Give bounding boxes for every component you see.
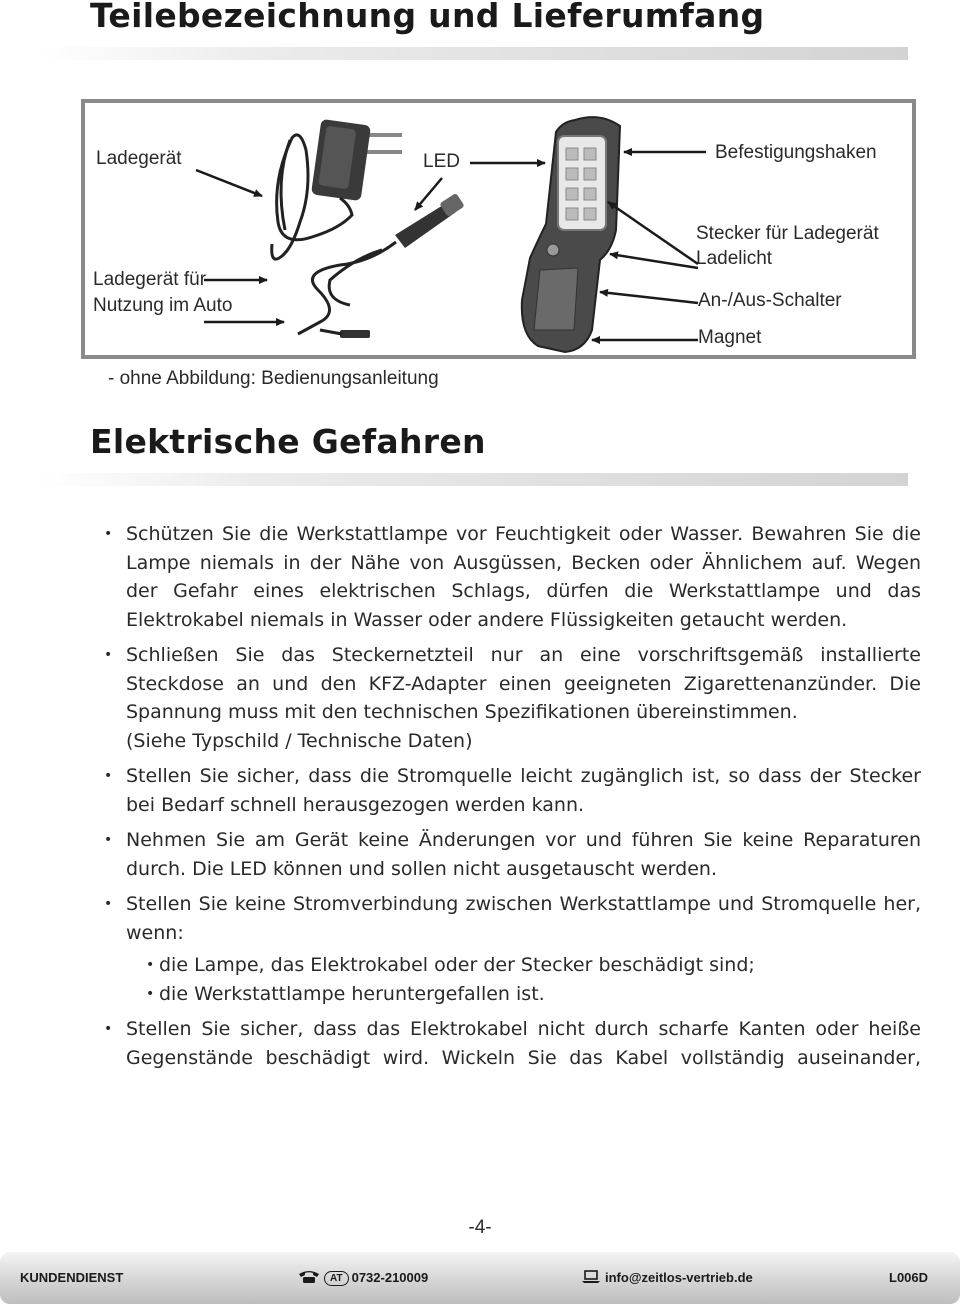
footer-service: KUNDENDIENST — [20, 1270, 124, 1285]
list-item: • Stellen Sie sicher, dass das Elektrokabel nicht durch scharfe Kanten oder heiße Gegenstände beschädigt wird. Wickeln Sie das Kabel vollständig auseinander, — [126, 1015, 921, 1072]
section-title-electrical: Elektrische Gefahren — [90, 422, 486, 461]
list-item-text: Schließen Sie das Steckernetzteil nur an eine vorschriftsgemäß installierte Steckdose an und den KFZ-Adapter einen geeigneten Zigarettenanzünder. Die Spannung muss mit den technischen Spezifikationen übereinstimmen. — [126, 644, 921, 723]
label-car-charger-2: Nutzung im Auto — [93, 295, 233, 316]
sub-list — [126, 951, 921, 1008]
label-magnet: Magnet — [698, 327, 762, 348]
label-hook: Befestigungshaken — [715, 142, 877, 163]
label-switch: An-/Aus-Schalter — [698, 290, 842, 311]
sub-list-item-text: die Werkstattlampe heruntergefallen ist. — [159, 982, 545, 1005]
footer-code: L006D — [889, 1270, 929, 1285]
list-item: • Nehmen Sie am Gerät keine Änderungen vor und führen Sie keine Reparaturen durch. Die LED können und sollen nicht ausgetauscht werden. — [126, 826, 921, 883]
phone-icon — [298, 1270, 320, 1284]
not-pictured-note: - ohne Abbildung: Bedienungsanleitung — [108, 368, 439, 389]
work-lamp-image — [522, 117, 620, 352]
label-plug-2: Ladelicht — [696, 248, 773, 269]
footer-email-address: info@zeitlos-vertrieb.de — [605, 1270, 753, 1285]
list-item: • Schützen Sie die Werkstattlampe vor Feuchtigkeit oder Wasser. Bewahren Sie die Lampe niemals in der Nähe von Ausgüssen, Becken oder Ähnlichem auf. Wegen der Gefahr eines elektrischen Schlags, dürfen die Werkstattlampe und das Elektrokabel niemals in Wasser oder andere Flüssigkeiten getaucht werden. — [126, 520, 921, 634]
label-charger: Ladegerät — [96, 148, 182, 169]
list-item-continuation: (Siehe Typschild / Technische Daten) — [126, 729, 473, 752]
sub-list-item: • die Werkstattlampe heruntergefallen ist. — [146, 982, 545, 1005]
footer-bar — [0, 1252, 960, 1304]
section-title-parts: Teilebezeichnung und Lieferumfang — [90, 0, 765, 35]
footer-email — [582, 1270, 753, 1285]
sub-list-item: • die Lampe, das Elektrokabel oder der Stecker beschädigt sind; — [146, 954, 755, 976]
label-led: LED — [423, 151, 460, 172]
page-number: -4- — [468, 1217, 492, 1238]
list-item-text: Stellen Sie keine Stromverbindung zwischen Werkstattlampe und Stromquelle her, wenn: — [126, 893, 921, 944]
label-plug-1: Stecker für Ladegerät — [696, 223, 879, 244]
laptop-icon — [582, 1270, 600, 1284]
list-item: • Stellen Sie sicher, dass die Stromquelle leicht zugänglich ist, so dass der Stecker bei Bedarf schnell herausgezogen werden kann. — [126, 762, 921, 819]
list-item — [126, 890, 921, 1008]
car-charger-image — [298, 193, 465, 338]
label-car-charger-1: Ladegerät für — [93, 269, 207, 290]
footer-phone — [298, 1270, 428, 1286]
wall-charger-image — [272, 119, 402, 259]
country-badge: AT — [324, 1271, 349, 1286]
footer-phone-number: 0732-210009 — [351, 1270, 429, 1285]
sub-list-item-text: die Lampe, das Elektrokabel oder der Stecker beschädigt sind; — [159, 954, 755, 976]
section-divider — [40, 473, 908, 486]
list-item — [126, 641, 921, 755]
safety-list — [126, 520, 921, 1079]
